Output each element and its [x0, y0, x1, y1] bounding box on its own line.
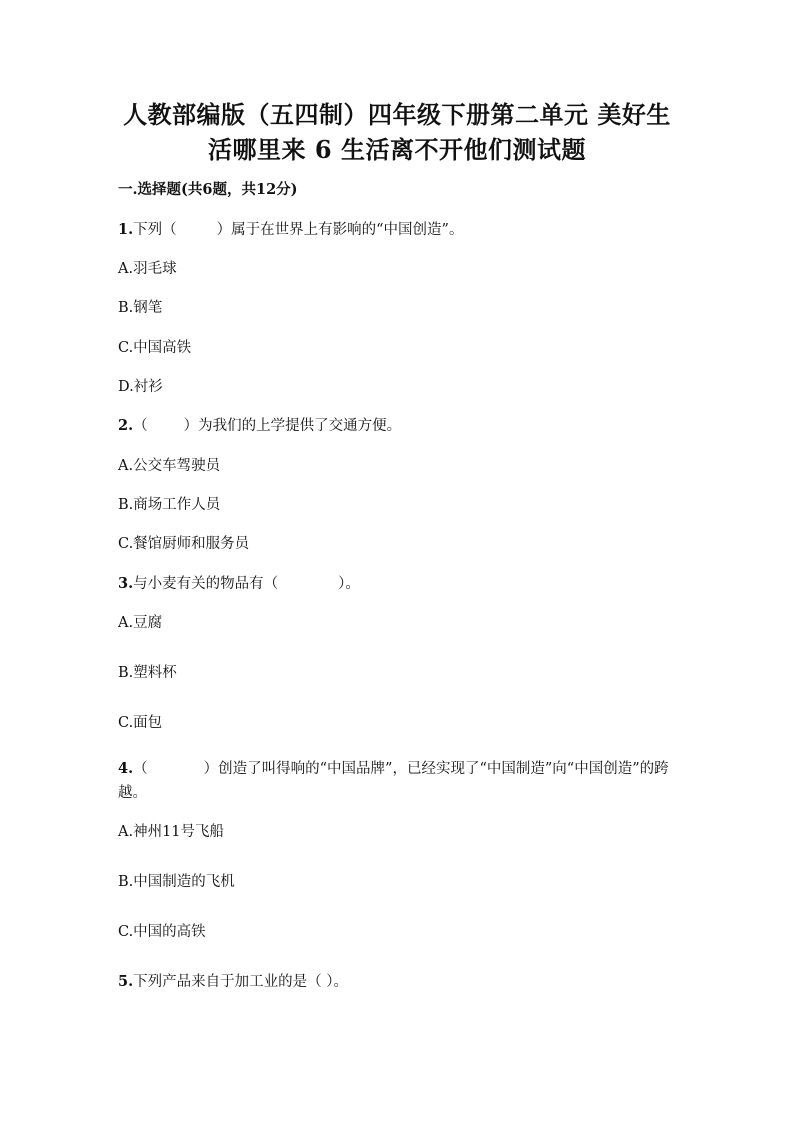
- option: C.中国高铁: [118, 340, 192, 356]
- question-text-post: ）为我们的上学提供了交通方便。: [183, 418, 402, 434]
- question-text-pre: （: [133, 761, 148, 777]
- question-text-post: ）创造了叫得响的“中国品牌”，已经实现了“中国制造”向“中国创造”的跨越。: [118, 761, 669, 801]
- question-text-pre: 下列（: [133, 222, 177, 238]
- question-text-post: ）。: [338, 576, 360, 592]
- question-text-pre: （: [133, 418, 148, 434]
- question-text: 下列产品来自于加工业的是（ ）。: [133, 974, 348, 990]
- question-number: 4.: [118, 760, 134, 777]
- option: B.商场工作人员: [118, 497, 221, 513]
- question-4: [118, 757, 678, 805]
- question-2: [118, 414, 401, 435]
- option: B.塑料杯: [118, 665, 177, 681]
- question-number: 1.: [118, 221, 134, 238]
- title-line-1: 人教部编版（五四制）四年级下册第二单元 美好生: [123, 100, 671, 129]
- option: A.羽毛球: [118, 261, 177, 277]
- title-line-2: 活哪里来 6 生活离不开他们测试题: [208, 135, 586, 164]
- option: C.中国的高铁: [118, 924, 206, 940]
- question-number: 5.: [118, 973, 134, 990]
- option: B.中国制造的飞机: [118, 874, 235, 890]
- option: D.衬衫: [118, 379, 163, 395]
- option: C.面包: [118, 715, 163, 731]
- question-3: [118, 572, 360, 593]
- question-number: 2.: [118, 417, 134, 434]
- option: C.餐馆厨师和服务员: [118, 536, 250, 552]
- question-number: 3.: [118, 575, 134, 592]
- option: B.钢笔: [118, 300, 163, 316]
- option: A.公交车驾驶员: [118, 458, 221, 474]
- question-text-post: ）属于在世界上有影响的“中国创造”。: [216, 222, 464, 238]
- section-heading: 一.选择题(共6题，共12分): [118, 181, 298, 198]
- question-1: [118, 218, 463, 239]
- question-5: [118, 970, 348, 991]
- option: A.豆腐: [118, 615, 163, 631]
- question-text-pre: 与小麦有关的物品有（: [133, 576, 279, 592]
- option: A.神州11号飞船: [118, 824, 225, 840]
